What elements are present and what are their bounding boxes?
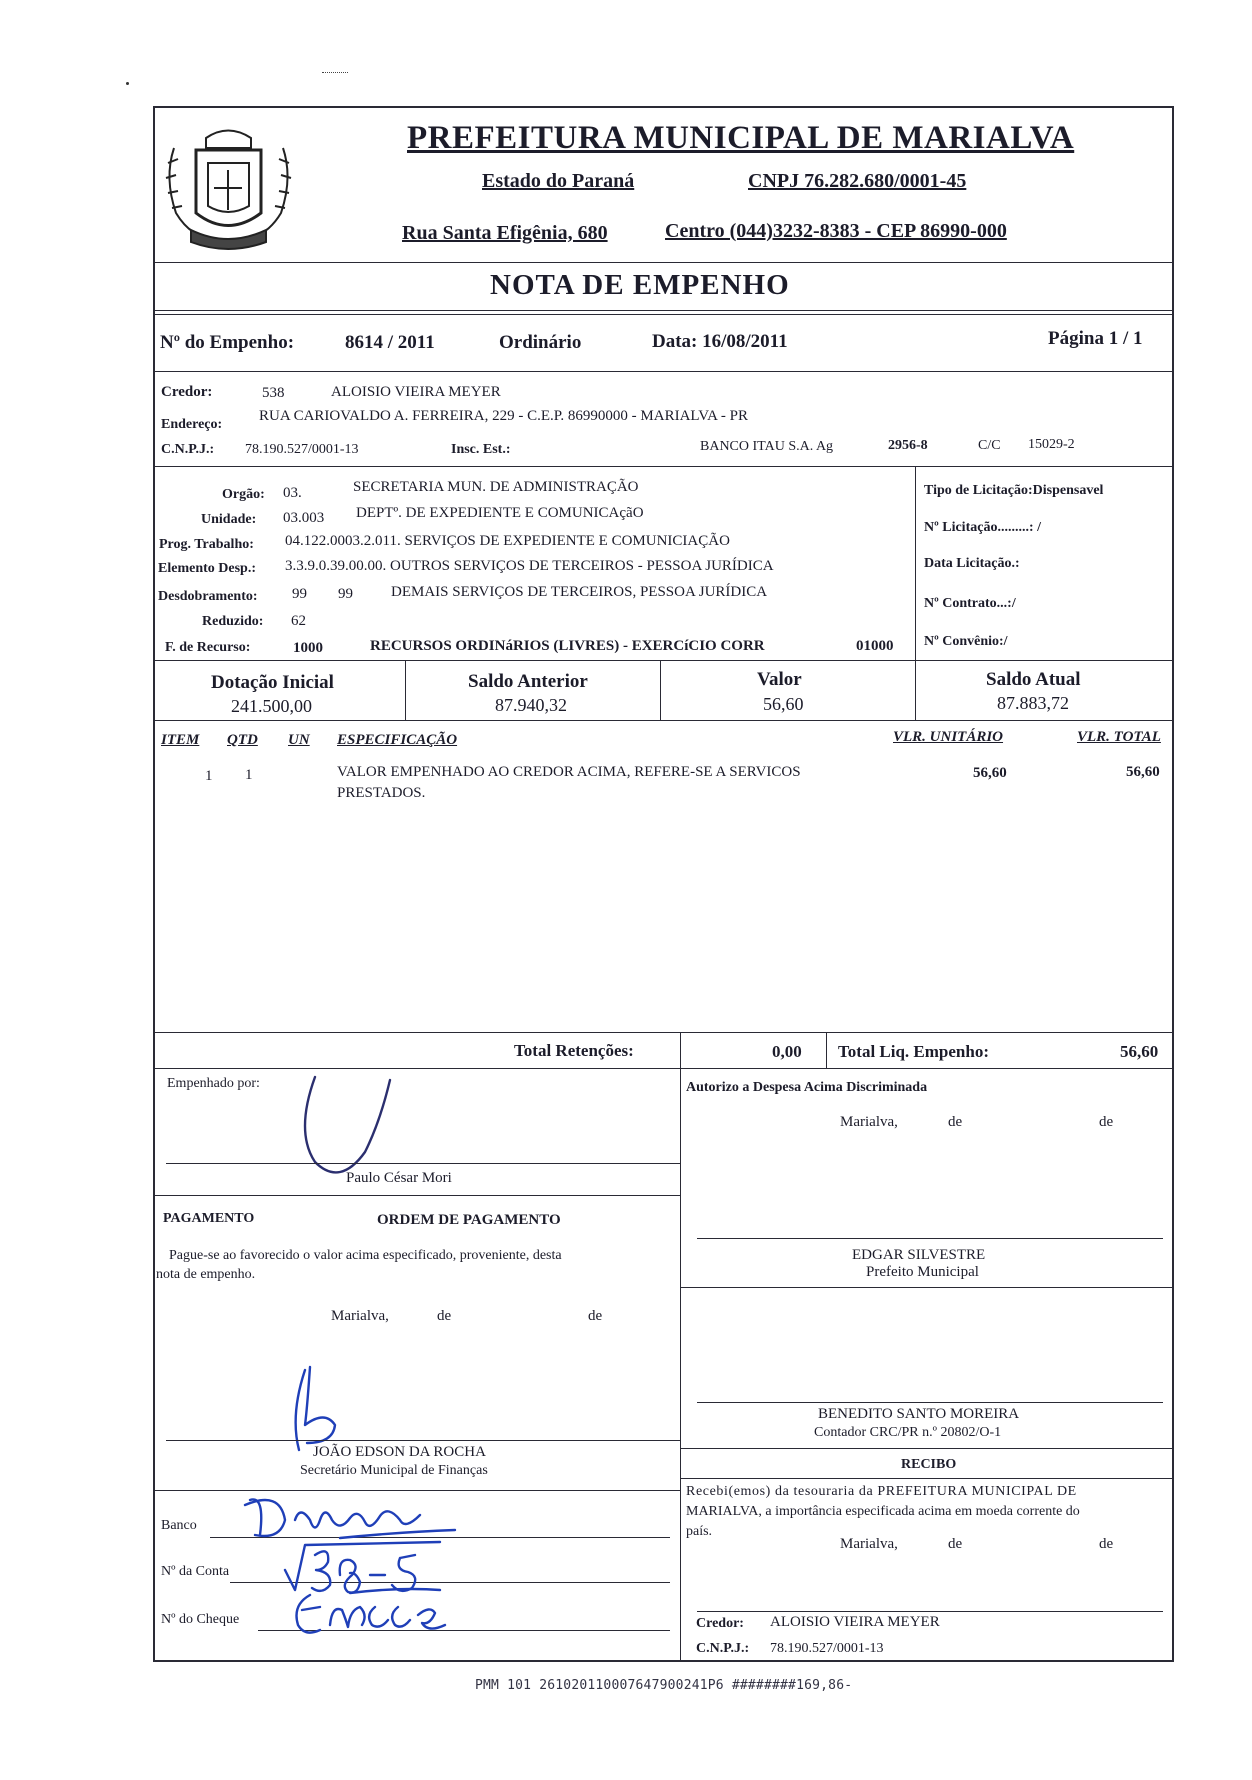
address-label: Endereço: xyxy=(161,417,223,432)
scan-speck xyxy=(126,82,129,85)
valor-label: Valor xyxy=(757,669,802,690)
num-contrato: Nº Contrato...:/ xyxy=(924,596,1016,611)
col-un: UN xyxy=(288,732,310,748)
tipo-licitacao: Tipo de Licitação:Dispensavel xyxy=(924,483,1104,498)
item-qtd: 1 xyxy=(245,767,253,783)
municipal-crest-logo xyxy=(156,118,301,258)
header-cnpj: CNPJ 76.282.680/0001-45 xyxy=(748,170,967,192)
secretario-name: JOÃO EDSON DA ROCHA xyxy=(313,1444,486,1460)
unidade-label: Unidade: xyxy=(201,512,257,527)
recibo-title: RECIBO xyxy=(901,1457,957,1472)
recibo-city: Marialva, xyxy=(840,1536,898,1552)
credor-name: ALOISIO VIEIRA MEYER xyxy=(331,384,501,400)
recibo-text-3: país. xyxy=(686,1524,713,1539)
fonte-recurso-label: F. de Recurso: xyxy=(165,640,251,655)
contador-role: Contador CRC/PR n.º 20802/O-1 xyxy=(814,1425,1002,1440)
conta-label: Nº da Conta xyxy=(161,1564,230,1579)
page-number: Página 1 / 1 xyxy=(1048,328,1143,349)
cheque-label: Nº do Cheque xyxy=(161,1612,240,1627)
autorizo-de2: de xyxy=(1099,1114,1114,1130)
prefeito-name: EDGAR SILVESTRE xyxy=(852,1247,986,1263)
header-address-contact: Centro (044)3232-8383 - CEP 86990-000 xyxy=(665,220,1007,242)
col-vlr-total: VLR. TOTAL xyxy=(1077,729,1161,745)
bank-agency: 2956-8 xyxy=(888,438,928,453)
pagamento-label: PAGAMENTO xyxy=(163,1211,255,1226)
desd-a: 99 xyxy=(292,586,307,602)
total-liq-label: Total Liq. Empenho: xyxy=(838,1042,989,1061)
orgao-code: 03. xyxy=(283,485,302,501)
fonte-num: 01000 xyxy=(856,638,894,654)
total-retencoes: 0,00 xyxy=(772,1042,802,1061)
elemento-desp: 3.3.9.0.39.00.00. OUTROS SERVIÇOS DE TERCEIROS - PESSOA JURÍDICA xyxy=(285,558,774,574)
header-address: Rua Santa Efigênia, 680 xyxy=(402,222,608,244)
cc-label: C/C xyxy=(978,438,1001,453)
recibo-text-2: MARIALVA, a importância especificada acima em moeda corrente do xyxy=(686,1504,1080,1519)
credor-cnpj: 78.190.527/0001-13 xyxy=(245,442,359,457)
secretario-signature xyxy=(285,1365,355,1455)
header-title: PREFEITURA MUNICIPAL DE MARIALVA xyxy=(407,120,1075,156)
num-licitacao: Nº Licitação.........: / xyxy=(924,520,1041,535)
prefeito-role: Prefeito Municipal xyxy=(866,1264,979,1280)
scan-speck xyxy=(322,64,348,73)
pagamento-city: Marialva, xyxy=(331,1308,389,1324)
empenhado-signature xyxy=(295,1072,415,1182)
credor-label: Credor: xyxy=(161,384,213,400)
cheque-handwriting xyxy=(290,1585,490,1640)
banco-label: Banco xyxy=(161,1518,197,1533)
empenhado-name: Paulo César Mori xyxy=(346,1170,452,1186)
empenho-date: Data: 16/08/2011 xyxy=(652,331,788,352)
desdobramento-label: Desdobramento: xyxy=(158,589,258,604)
bank-name: BANCO ITAU S.A. Ag xyxy=(700,439,834,454)
orgao-name: SECRETARIA MUN. DE ADMINISTRAÇÃO xyxy=(353,479,639,495)
empenhado-por-label: Empenhado por: xyxy=(167,1076,260,1091)
col-vlr-unitario: VLR. UNITÁRIO xyxy=(893,729,1004,745)
item-vlr-unitario: 56,60 xyxy=(973,765,1007,781)
reduzido-label: Reduzido: xyxy=(202,614,264,629)
col-especificacao: ESPECIFICAÇÃO xyxy=(337,732,458,748)
fonte-code: 1000 xyxy=(293,640,323,656)
saldo-atual-value: 87.883,72 xyxy=(997,693,1069,713)
total-liq: 56,60 xyxy=(1120,1042,1159,1061)
doc-title: NOTA DE EMPENHO xyxy=(490,269,790,301)
insc-est-label: Insc. Est.: xyxy=(451,442,511,457)
footer-code: PMM 101 261020110007647900241P6 ########169,86- xyxy=(475,1678,853,1693)
ordem-pagamento-label: ORDEM DE PAGAMENTO xyxy=(377,1212,561,1228)
cc-number: 15029-2 xyxy=(1028,437,1075,452)
pagamento-text-1: Pague-se ao favorecido o valor acima especificado, proveniente, desta xyxy=(169,1248,562,1263)
empenho-number: 8614 / 2011 xyxy=(345,332,435,353)
cnpj-label: C.N.P.J.: xyxy=(161,442,215,457)
header-state: Estado do Paraná xyxy=(482,170,635,192)
item-desc-line1: VALOR EMPENHADO AO CREDOR ACIMA, REFERE-SE A SERVICOS xyxy=(337,764,801,780)
reduzido: 62 xyxy=(291,613,306,629)
recibo-credor: ALOISIO VIEIRA MEYER xyxy=(770,1614,940,1630)
pagamento-de1: de xyxy=(437,1308,452,1324)
dotacao-inicial-value: 241.500,00 xyxy=(231,696,312,716)
elemento-label: Elemento Desp.: xyxy=(158,561,256,576)
col-qtd: QTD xyxy=(227,732,258,748)
saldo-anterior-label: Saldo Anterior xyxy=(468,671,588,692)
num-convenio: Nº Convênio:/ xyxy=(924,634,1008,649)
unidade-code: 03.003 xyxy=(283,510,325,526)
pagamento-text-2: nota de empenho. xyxy=(156,1267,256,1282)
desdobramento: DEMAIS SERVIÇOS DE TERCEIROS, PESSOA JURÍDICA xyxy=(391,584,768,600)
unidade-name: DEPTº. DE EXPEDIENTE E COMUNICAçãO xyxy=(356,505,644,521)
prog-trabalho: 04.122.0003.2.011. SERVIÇOS DE EXPEDIENTE E COMUNICIAÇÃO xyxy=(285,533,730,549)
autorizo-city: Marialva, xyxy=(840,1114,898,1130)
recibo-cnpj-label: C.N.P.J.: xyxy=(696,1641,750,1656)
pagamento-de2: de xyxy=(588,1308,603,1324)
saldo-atual-label: Saldo Atual xyxy=(986,669,1081,690)
fonte-recurso: RECURSOS ORDINáRIOS (LIVRES) - EXERCíCIO CORR xyxy=(370,638,765,654)
item-number: 1 xyxy=(205,768,213,784)
orgao-label: Orgão: xyxy=(222,487,265,502)
valor-value: 56,60 xyxy=(763,694,804,714)
empenho-number-label: Nº do Empenho: xyxy=(160,332,295,353)
recibo-credor-label: Credor: xyxy=(696,1616,744,1631)
autorizo-label: Autorizo a Despesa Acima Discriminada xyxy=(686,1080,928,1095)
secretario-role: Secretário Municipal de Finanças xyxy=(300,1463,488,1478)
credor-address: RUA CARIOVALDO A. FERREIRA, 229 - C.E.P. 86990000 - MARIALVA - PR xyxy=(259,408,748,424)
total-retencoes-label: Total Retenções: xyxy=(514,1041,634,1060)
credor-code: 538 xyxy=(262,385,285,401)
autorizo-de1: de xyxy=(948,1114,963,1130)
saldo-anterior-value: 87.940,32 xyxy=(495,695,567,715)
recibo-text-1: Recebi(emos) da tesouraria da PREFEITURA MUNICIPAL DE xyxy=(686,1484,1077,1499)
item-vlr-total: 56,60 xyxy=(1126,764,1160,780)
contador-name: BENEDITO SANTO MOREIRA xyxy=(818,1406,1020,1422)
prog-trabalho-label: Prog. Trabalho: xyxy=(159,537,254,552)
recibo-de2: de xyxy=(1099,1536,1114,1552)
item-desc-line2: PRESTADOS. xyxy=(337,785,426,801)
desd-b: 99 xyxy=(338,586,353,602)
dotacao-inicial-label: Dotação Inicial xyxy=(211,672,334,693)
recibo-cnpj: 78.190.527/0001-13 xyxy=(770,1641,884,1656)
recibo-de1: de xyxy=(948,1536,963,1552)
empenho-type: Ordinário xyxy=(499,332,582,353)
col-item: ITEM xyxy=(161,732,200,748)
data-licitacao: Data Licitação.: xyxy=(924,556,1020,571)
